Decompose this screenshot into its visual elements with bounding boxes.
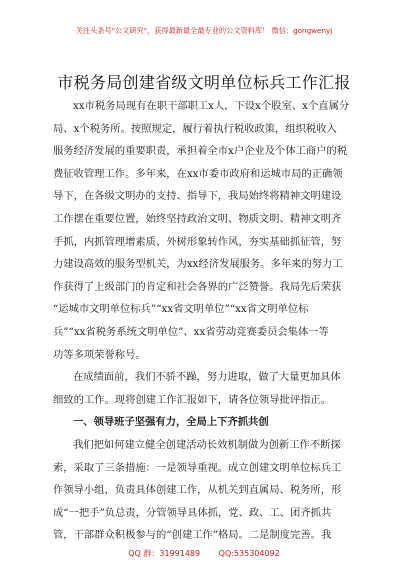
body-line: 局、x个税务所。按照规定，履行着执行税收政策，组织税收入 — [53, 122, 337, 135]
body-line: 管，干部群众积极参与的“创建工作”格局。二是制度完善。我 — [53, 529, 332, 542]
promo-banner: 关注头条号"公文研究"，获得最新最全最专业的公文资料库！ 微信：gongwenyj — [75, 26, 333, 35]
body-line: 作领导小组，负责具体创建工作，从机关到直属局、税务所，形 — [53, 484, 342, 497]
body-line: xx市税务局现有在职干部职工x人，下设x个股室、x个直属分 — [73, 100, 350, 112]
section-heading: 一、领导班子坚强有力，全局上下齐抓共创 — [73, 416, 269, 429]
body-line: 作获得了上级部门的肯定和社会各界的广泛赞誉。我局先后荣获 — [53, 280, 342, 293]
body-line: 在成绩面前，我们不骄不躁，努力进取，做了大量更加具体 — [73, 371, 341, 384]
contact-footer — [0, 548, 408, 559]
document-title: 市税务局创建省级文明单位标兵工作汇报 — [57, 73, 351, 92]
qq-group-text: QQ 群：31991489 — [128, 549, 201, 558]
body-line: 成“一把手”负总责，分管领导具体抓，党、政、工、团齐抓共 — [53, 506, 332, 519]
document-body — [53, 95, 363, 547]
body-line: 细致的工作。现将创建工作汇报如下，请各位领导批评指正。 — [53, 393, 332, 406]
body-line: 索，采取了三条措施：一是领导重视。成立创建文明单位标兵工 — [53, 461, 342, 474]
qq-text: QQ:535304092 — [218, 549, 280, 558]
body-line: 手抓，内抓管理增素质、外树形象转作风，夯实基础抓征管，努 — [53, 235, 342, 248]
body-line: 兵”“xx省税务系统文明单位”、xx省劳动竞赛委员会集体一等 — [53, 325, 329, 338]
body-line: “运城市文明单位标兵”“xx省文明单位”“xx省文明单位标 — [53, 303, 309, 316]
body-line: 工作摆在重要位置，始终坚持政治文明、物质文明、精神文明齐 — [53, 212, 342, 225]
body-line: 我们把如何建立健全创建活动长效机制做为创新工作不断探 — [73, 438, 341, 451]
body-line: 导下，在各级文明办的支持、指导下，我局始终将精神文明建设 — [53, 190, 342, 203]
body-line: 服务经济发展的重要职责，承担着全市x户企业及个体工商户的税 — [53, 145, 348, 158]
body-line: 功等多项荣誉称号。 — [53, 348, 146, 361]
body-line: 力建设高效的服务型机关，为xx经济发展服务。多年来的努力工 — [53, 258, 343, 271]
body-line: 费征收管理工作。多年来，在xx市委市政府和运城市局的正确领 — [53, 167, 343, 180]
